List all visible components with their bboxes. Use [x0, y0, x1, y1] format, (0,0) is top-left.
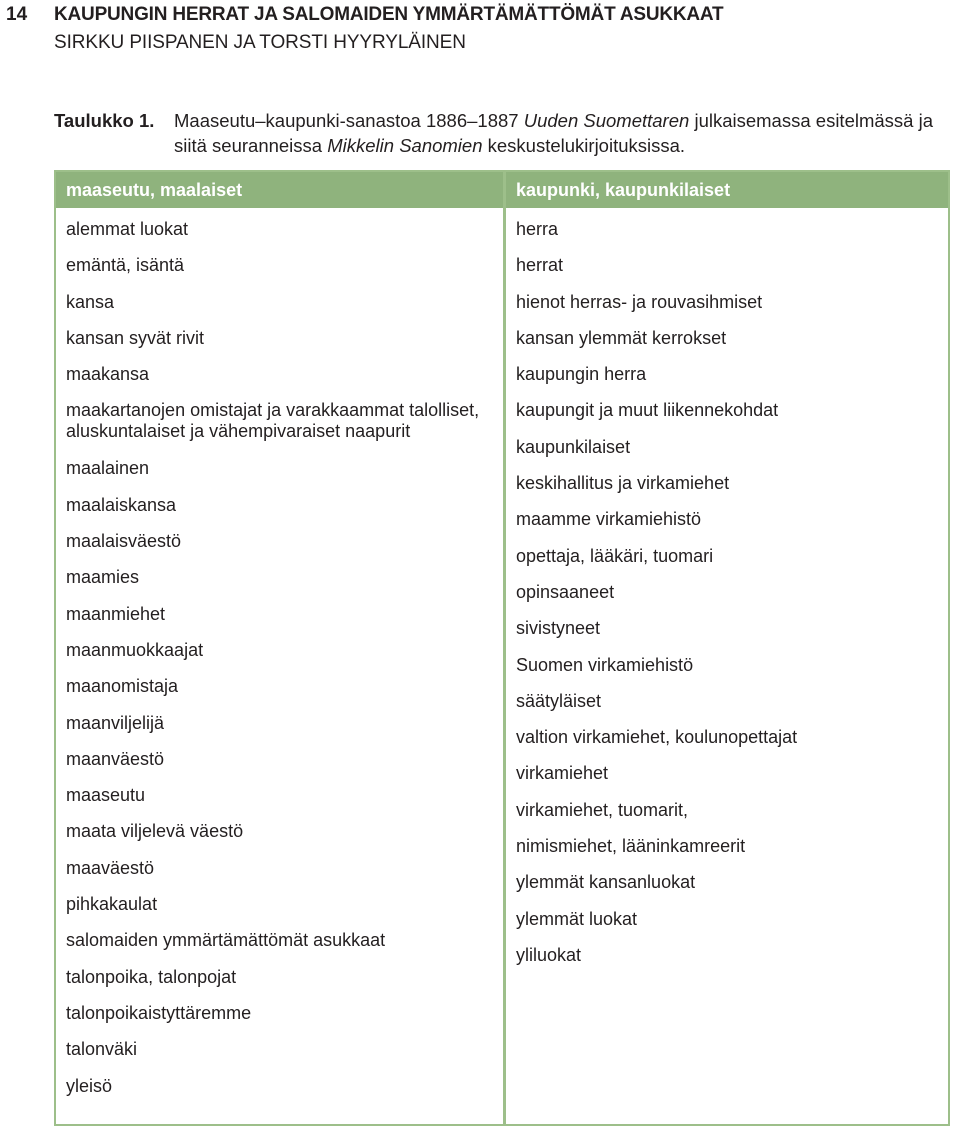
right-column [503, 172, 948, 1124]
table-term: yliluokat [516, 944, 582, 965]
caption-label: Taulukko 1. [54, 110, 155, 131]
table-term: talonpoikaistyttäremme [66, 1002, 252, 1023]
table-term: maamme virkamiehistö [516, 509, 702, 530]
table-term: säätyläiset [516, 690, 602, 711]
table-term: ylemmät luokat [516, 908, 638, 929]
table-term: herrat [516, 255, 564, 276]
right-column-header: kaupunki, kaupunkilaiset [506, 172, 948, 208]
table-term: maamies [66, 567, 140, 588]
table-term: kaupungit ja muut liikennekohdat [516, 400, 779, 421]
table-term: opinsaaneet [516, 581, 615, 602]
table-term: yleisö [66, 1075, 113, 1096]
table-term: virkamiehet, tuomarit, [516, 799, 689, 820]
table-term: maalaiskansa [66, 494, 177, 515]
table-term: maaseutu [66, 785, 146, 806]
caption-text-part: Maaseutu–kaupunki-sanastoa 1886–1887 [174, 110, 524, 131]
table-term: talonväki [66, 1039, 138, 1060]
table-term: alemmat luokat [66, 219, 189, 239]
caption-text-part: julkaisemassa esitelmässä ja siitä seuranneissa [174, 110, 933, 156]
table-term: maakansa [66, 364, 150, 385]
right-term-list [506, 208, 948, 973]
vocabulary-table [54, 170, 950, 1126]
running-title: KAUPUNGIN HERRAT JA SALOMAIDEN YMMÄRTÄMÄTTÖMÄT ASUKKAAT [54, 4, 724, 25]
table-term: kaupunkilaiset [516, 436, 631, 457]
table-term: maalainen [66, 458, 150, 479]
table-term: valtion virkamiehet, koulunopettajat [516, 727, 798, 748]
table-term: keskihallitus ja virkamiehet [516, 473, 730, 494]
table-term: kansan syvät rivit [66, 327, 205, 348]
table-term: ylemmät kansanluokat [516, 872, 696, 893]
table-term: sivistyneet [516, 618, 601, 639]
table-term: herra [516, 219, 559, 239]
page-number: 14 [6, 4, 28, 25]
table-term: nimismiehet, lääninkamreerit [516, 836, 746, 857]
table-term: maakartanojen omistajat ja varakkaammat talolliset, aluskuntalaiset ja vähempivaraiset naapurit [66, 400, 480, 442]
table-term: pihkakaulat [66, 894, 158, 915]
table-term: kaupungin herra [516, 364, 647, 385]
table-term: maaväestö [66, 857, 155, 878]
table-term: maata viljelevä väestö [66, 821, 244, 842]
table-term: salomaiden ymmärtämättömät asukkaat [66, 930, 386, 951]
table-term: hienot herras- ja rouvasihmiset [516, 291, 763, 312]
table-term: maanväestö [66, 748, 165, 769]
table-term: maanmiehet [66, 603, 166, 624]
table-term: opettaja, lääkäri, tuomari [516, 545, 714, 566]
left-column-header: maaseutu, maalaiset [56, 172, 503, 208]
caption-text-part: keskustelukirjoituksissa. [482, 135, 686, 156]
table-term: emäntä, isäntä [66, 255, 185, 276]
table-term: maalaisväestö [66, 531, 182, 552]
caption-text [174, 108, 960, 158]
running-authors: SIRKKU PIISPANEN JA TORSTI HYYRYLÄINEN [54, 32, 466, 53]
table-term: maanviljelijä [66, 712, 165, 733]
left-term-list [56, 208, 503, 1104]
caption-italic-title: Mikkelin Sanomien [327, 135, 483, 156]
table-term: kansa [66, 291, 115, 312]
table-term: Suomen virkamiehistö [516, 654, 694, 675]
caption-italic-title: Uuden Suomettaren [523, 110, 690, 131]
left-column [56, 172, 503, 1124]
table-term: maanomistaja [66, 676, 179, 697]
table-term: maanmuokkaajat [66, 639, 204, 660]
table-term: kansan ylemmät kerrokset [516, 327, 727, 348]
table-term: virkamiehet [516, 763, 609, 784]
table-term: talonpoika, talonpojat [66, 966, 237, 987]
